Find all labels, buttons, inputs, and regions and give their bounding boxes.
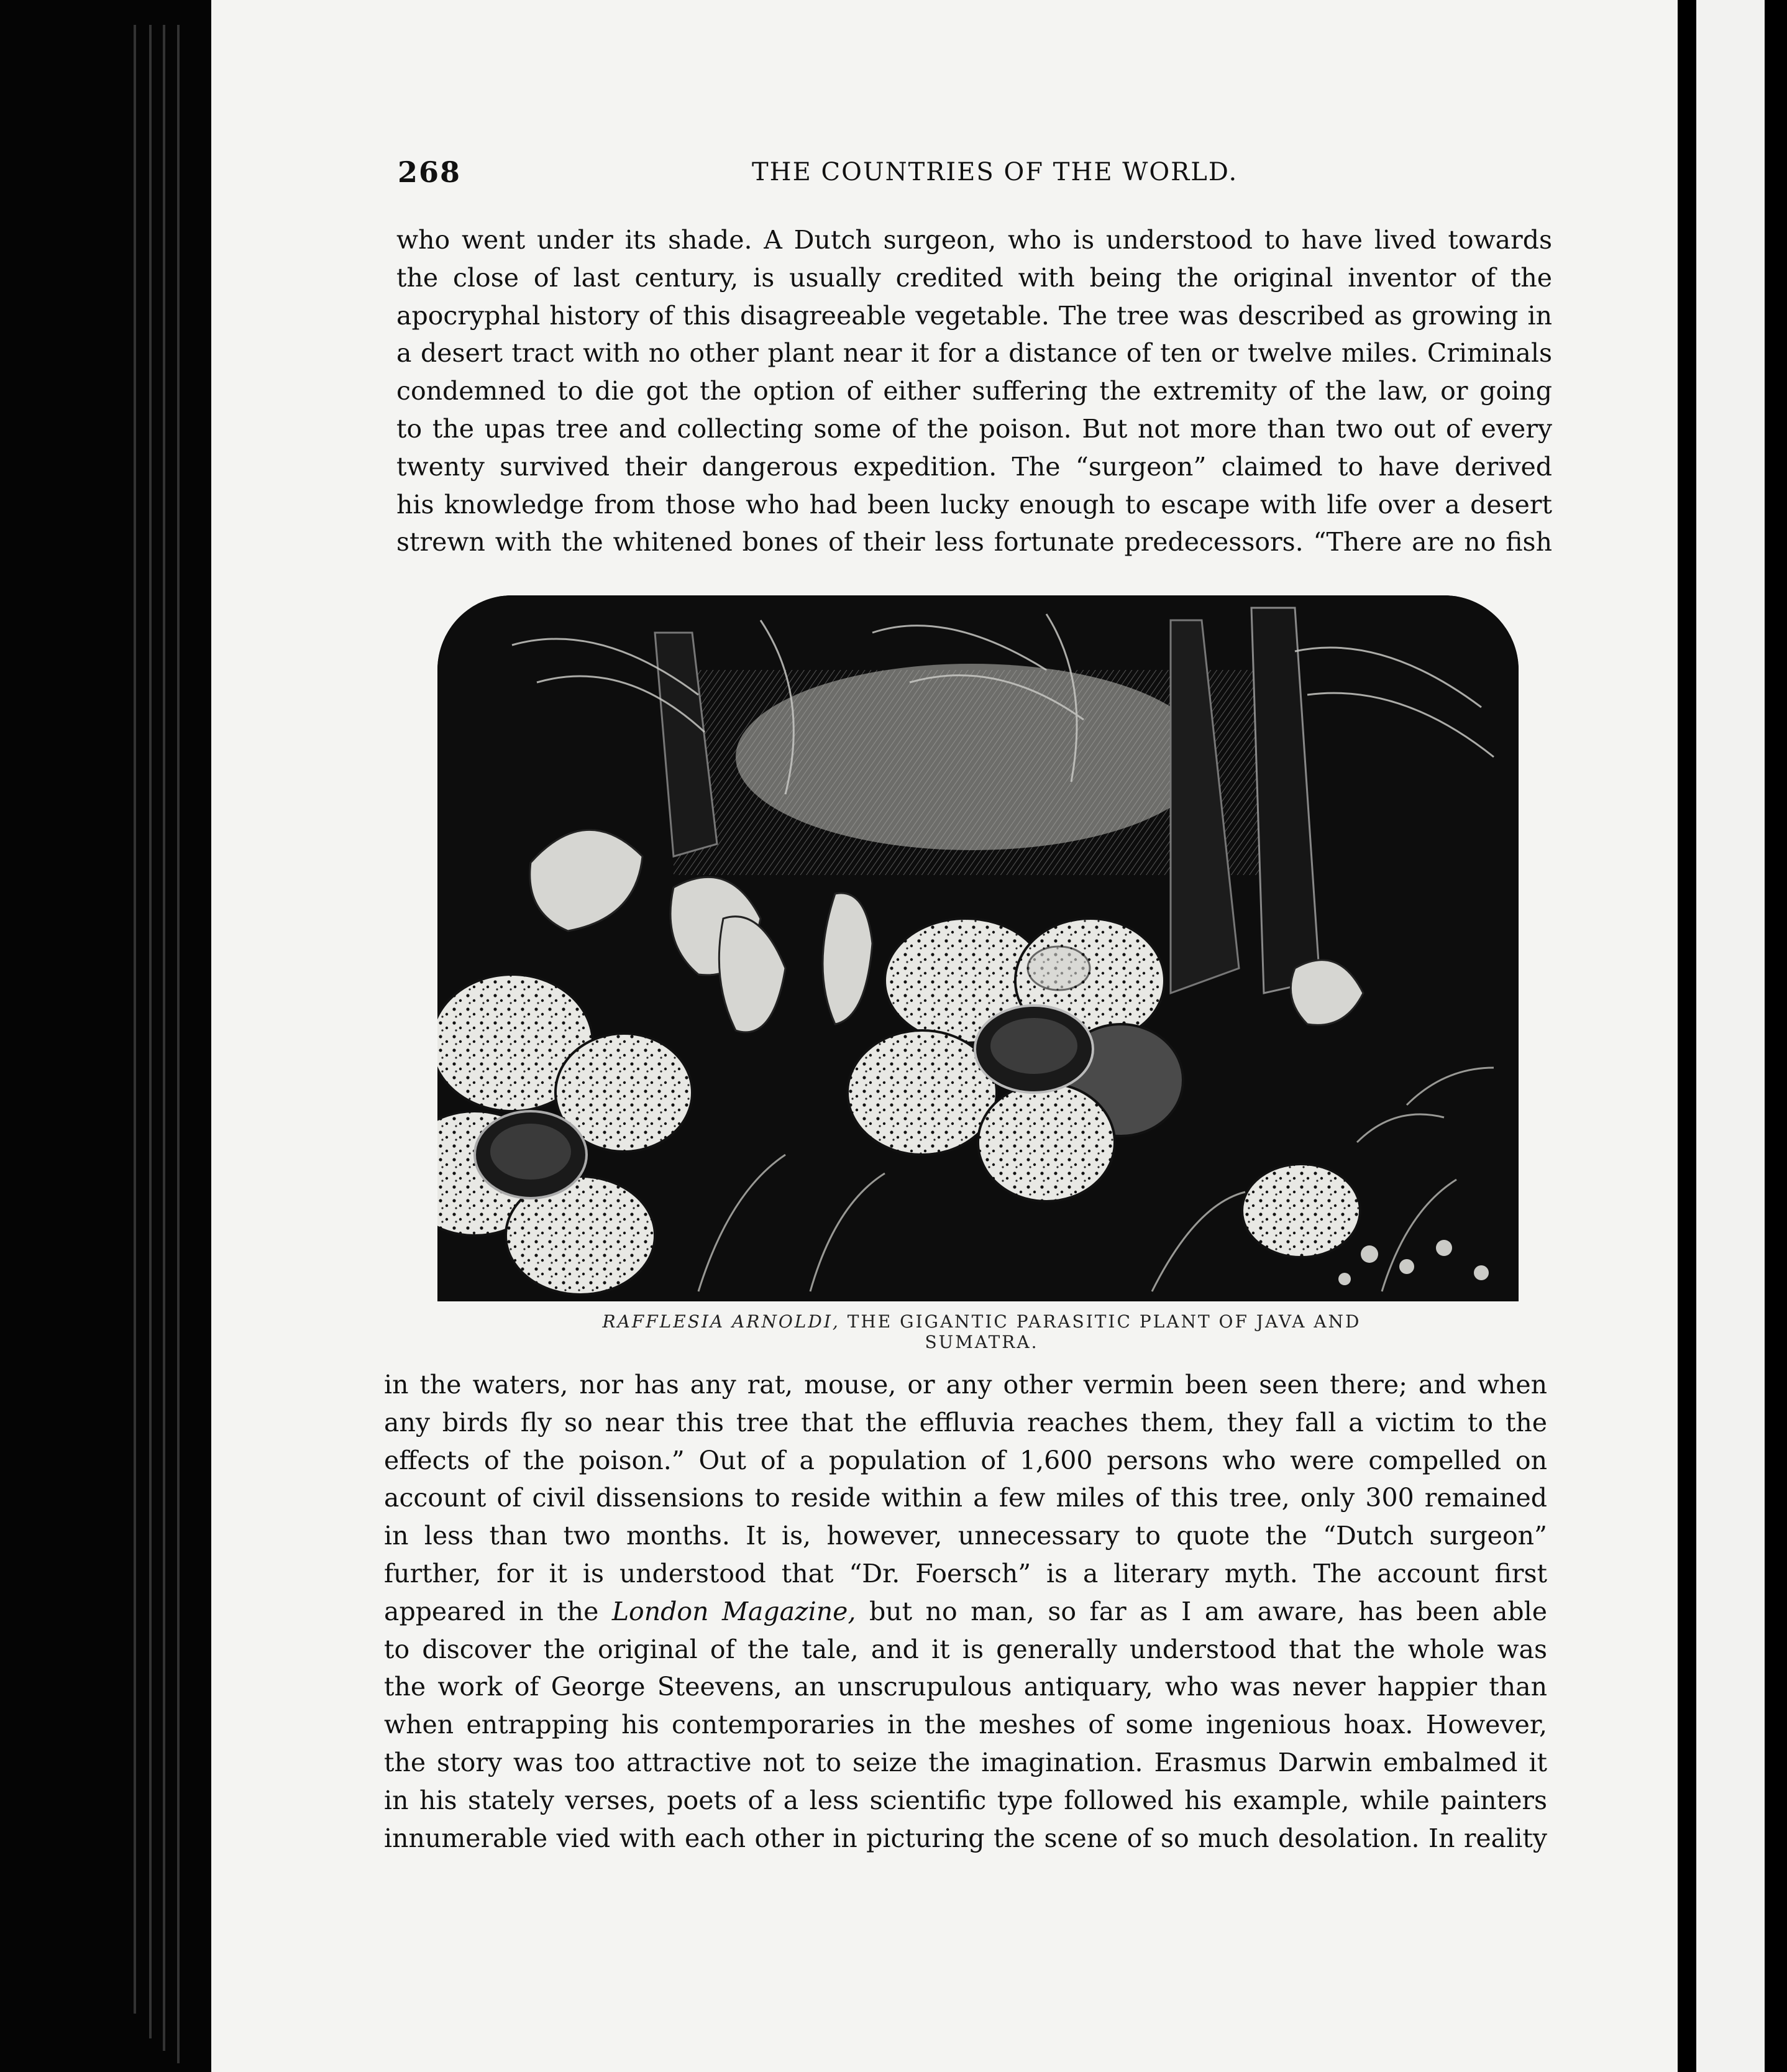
text-line: strewn with the whitened bones of their less fortunate predecessors. “There are no fish	[396, 527, 1552, 557]
book-edge	[0, 0, 211, 2072]
page-edge-line	[134, 25, 136, 2014]
magazine-line-after: but no man, so far as I am aware, has been able	[856, 1596, 1548, 1626]
next-page-sliver	[1696, 0, 1765, 2072]
text-line: account of civil dissensions to reside within a few miles of this tree, only 300 remained	[384, 1483, 1547, 1513]
text-line: the close of last century, is usually credited with being the original inventor of the	[396, 262, 1552, 293]
text-line: in less than two months. It is, however, unnecessary to quote the “Dutch surgeon”	[384, 1521, 1547, 1551]
text-line: innumerable vied with each other in picturing the scene of so much desolation. In reality	[384, 1823, 1547, 1853]
text-line: when entrapping his contemporaries in the meshes of some ingenious hoax. However,	[384, 1710, 1547, 1740]
page-edge-line	[163, 25, 165, 2051]
engraving-illustration	[437, 595, 1519, 1301]
paragraph-top	[396, 221, 1552, 561]
caption-description: THE GIGANTIC PARASITIC PLANT OF JAVA AND SUMATRA.	[839, 1311, 1361, 1352]
figure-caption	[572, 1311, 1392, 1352]
text-line: twenty survived their dangerous expedition. The “surgeon” claimed to have derived	[396, 451, 1552, 482]
text-line: his knowledge from those who had been lucky enough to escape with life over a desert	[396, 489, 1552, 520]
magazine-line-before: appeared in the	[384, 1596, 612, 1626]
text-line: to discover the original of the tale, and it is generally understood that the whole was	[384, 1634, 1547, 1664]
page-header	[398, 155, 1553, 193]
page-edge-line	[177, 25, 180, 2063]
text-line: condemned to die got the option of either suffering the extremity of the law, or going	[396, 376, 1552, 406]
text-line: further, for it is understood that “Dr. Foersch” is a literary myth. The account first	[384, 1558, 1547, 1588]
magazine-title: London Magazine,	[611, 1596, 856, 1626]
text-line: apocryphal history of this disagreeable vegetable. The tree was described as growing in	[396, 300, 1552, 331]
text-line: the story was too attractive not to seize the imagination. Erasmus Darwin embalmed it	[384, 1747, 1547, 1777]
text-line: in the waters, nor has any rat, mouse, or any other vermin been seen there; and when	[384, 1370, 1547, 1400]
rafflesia-engraving	[437, 595, 1519, 1301]
text-line: the work of George Steevens, an unscrupulous antiquary, who was never happier than	[384, 1672, 1547, 1702]
text-line: effects of the poison.” Out of a population of 1,600 persons who were compelled on	[384, 1445, 1547, 1475]
page-number: 268	[398, 155, 462, 189]
text-line: in his stately verses, poets of a less scientific type followed his example, while painters	[384, 1785, 1547, 1815]
paragraph-bottom	[384, 1366, 1547, 1857]
running-title: THE COUNTRIES OF THE WORLD.	[752, 158, 1238, 186]
text-line: any birds fly so near this tree that the effluvia reaches them, they fall a victim to the	[384, 1407, 1547, 1437]
text-line-magazine	[384, 1593, 1547, 1631]
text-line: to the upas tree and collecting some of the poison. But not more than two out of every	[396, 413, 1552, 444]
text-line: a desert tract with no other plant near it for a distance of ten or twelve miles. Criminals	[396, 338, 1552, 369]
page-edge-line	[149, 25, 152, 2038]
caption-species-name: RAFFLESIA ARNOLDI,	[602, 1311, 840, 1332]
text-line: who went under its shade. A Dutch surgeon, who is understood to have lived towards	[396, 225, 1552, 255]
